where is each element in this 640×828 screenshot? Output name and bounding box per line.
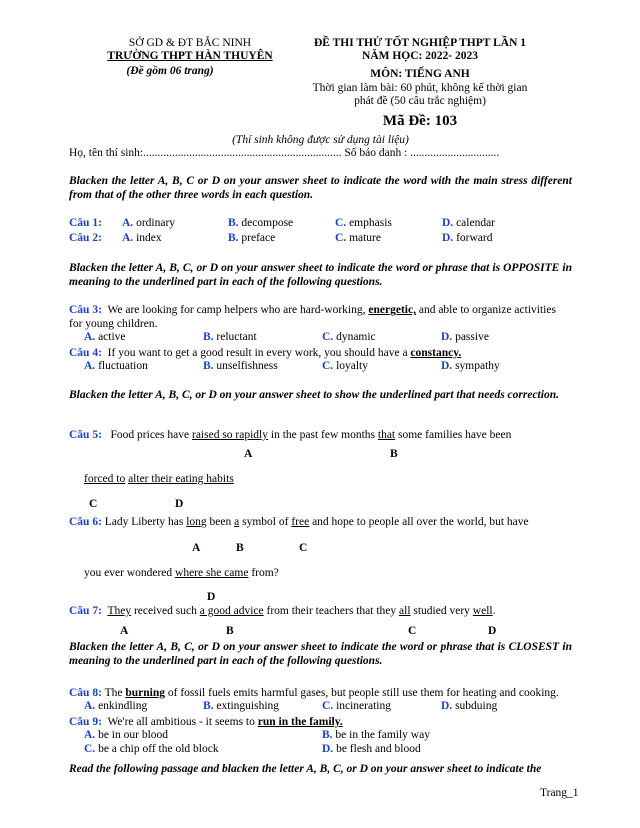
q1-option-a[interactable]: A. ordinary — [122, 217, 176, 229]
candidate-name-line: Họ, tên thí sinh:..................................................................... Số báo danh : ............................... — [69, 147, 500, 159]
q3-option-b[interactable]: B. reluctant — [203, 331, 257, 343]
page-number: Trang_1 — [540, 787, 579, 799]
q1-label: Câu 1: — [69, 217, 102, 229]
q8-option-b[interactable]: B. extinguishing — [203, 700, 280, 712]
q3-stem-cont: for young children. — [69, 318, 158, 330]
q7-stem: Câu 7: They received such a good advice from their teachers that they all studied very well. — [69, 605, 496, 617]
q4-option-b[interactable]: B. unselfishness — [203, 360, 278, 372]
q8-underlined: burning — [125, 687, 165, 699]
q5-marker-d[interactable]: D — [175, 498, 184, 510]
q6-marker-d[interactable]: D — [207, 591, 216, 603]
q9-underlined: run in the family. — [257, 716, 343, 728]
q9-option-d[interactable]: D. be flesh and blood — [322, 743, 421, 755]
exam-title: ĐỀ THI THỬ TỐT NGHIỆP THPT LẦN 1 — [313, 37, 527, 49]
exam-year: NĂM HỌC: 2022- 2023 — [362, 50, 478, 62]
q7-marker-b[interactable]: B — [226, 625, 234, 637]
header-school: TRƯỜNG THPT HÀN THUYÊN — [107, 50, 273, 62]
section-1-instruction: Blacken the letter A, B, C or D on your answer sheet to indicate the word with the main stress different from that of the other three words in each question. — [69, 175, 572, 201]
q5-marker-a[interactable]: A — [244, 448, 253, 460]
q8-option-c[interactable]: C. incinerating — [322, 700, 391, 712]
q8-option-d[interactable]: D. subduing — [441, 700, 498, 712]
q3-stem: Câu 3: We are looking for camp helpers who are hard-working, energetic, and able to organize activities — [69, 304, 556, 316]
exam-code: Mã Đề: 103 — [382, 113, 458, 129]
q7-marker-a[interactable]: A — [120, 625, 129, 637]
q3-option-d[interactable]: D. passive — [441, 331, 489, 343]
q6-stem: Câu 6: Lady Liberty has long been a symbol of free and hope to people all over the world, but have — [69, 516, 529, 528]
header-pages: (Đề gồm 06 trang) — [126, 65, 214, 77]
q3-option-c[interactable]: C. dynamic — [322, 331, 376, 343]
q2-option-c[interactable]: C. mature — [335, 232, 381, 244]
q2-label: Câu 2: — [69, 232, 102, 244]
q1-option-d[interactable]: D. calendar — [442, 217, 496, 229]
header-dept: SỞ GD & ĐT BẮC NINH — [128, 37, 252, 49]
q2-option-a[interactable]: A. index — [122, 232, 162, 244]
exam-subject: MÔN: TIẾNG ANH — [370, 68, 470, 80]
section-3-instruction: Blacken the letter A, B, C, or D on your answer sheet to show the underlined part that needs correction. — [69, 389, 559, 401]
q8-stem: Câu 8: The burning of fossil fuels emits harmful gases, but people still use them for heating and cooking. — [69, 687, 559, 699]
q6-stem-cont: you ever wondered where she came from? — [84, 567, 279, 579]
q2-option-b[interactable]: B. preface — [228, 232, 276, 244]
exam-time-2: phát đề (50 câu trắc nghiệm) — [354, 95, 486, 107]
q1-option-c[interactable]: C. emphasis — [335, 217, 392, 229]
q8-option-a[interactable]: A. enkindling — [84, 700, 148, 712]
q4-underlined: constancy. — [410, 347, 462, 359]
q6-marker-b[interactable]: B — [236, 542, 244, 554]
q7-marker-d[interactable]: D — [488, 625, 497, 637]
q4-option-a[interactable]: A. fluctuation — [84, 360, 148, 372]
q9-option-c[interactable]: C. be a chip off the old block — [84, 743, 219, 755]
q7-marker-c[interactable]: C — [408, 625, 417, 637]
exam-time-1: Thời gian làm bài: 60 phút, không kể thời gian — [312, 82, 528, 94]
q9-stem: Câu 9: We're all ambitious - it seems to run in the family. — [69, 716, 343, 728]
q4-stem: Câu 4: If you want to get a good result in every work, you should have a constancy. — [69, 347, 462, 359]
q2-option-d[interactable]: D. forward — [442, 232, 493, 244]
q5-marker-c[interactable]: C — [89, 498, 98, 510]
q6-marker-a[interactable]: A — [192, 542, 201, 554]
q4-option-d[interactable]: D. sympathy — [441, 360, 500, 372]
q1-option-b[interactable]: B. decompose — [228, 217, 294, 229]
no-documents-note: (Thí sinh không được sử dụng tài liệu) — [232, 134, 409, 146]
q3-option-a[interactable]: A. active — [84, 331, 126, 343]
section-5-instruction: Read the following passage and blacken the letter A, B, C, or D on your answer sheet to indicate the — [69, 763, 542, 775]
q4-option-c[interactable]: C. loyalty — [322, 360, 369, 372]
q5-stem: Câu 5: Food prices have raised so rapidly in the past few months that some families have been — [69, 429, 512, 441]
q5-stem-cont: forced to alter their eating habits — [84, 473, 234, 485]
section-4-instruction: Blacken the letter A, B, C, or D on your answer sheet to indicate the word or phrase that is CLOSEST in meaning to the underlined part in each of the following questions. — [69, 641, 572, 667]
q3-underlined: energetic, — [368, 304, 416, 316]
q9-option-b[interactable]: B. be in the family way — [322, 729, 430, 741]
section-2-instruction: Blacken the letter A, B, C, or D on your answer sheet to indicate the word or phrase that is OPPOSITE in meaning to the underlined part in each of the following questions. — [69, 262, 572, 288]
q6-marker-c[interactable]: C — [299, 542, 308, 554]
q5-marker-b[interactable]: B — [390, 448, 398, 460]
q9-option-a[interactable]: A. be in our blood — [84, 729, 169, 741]
